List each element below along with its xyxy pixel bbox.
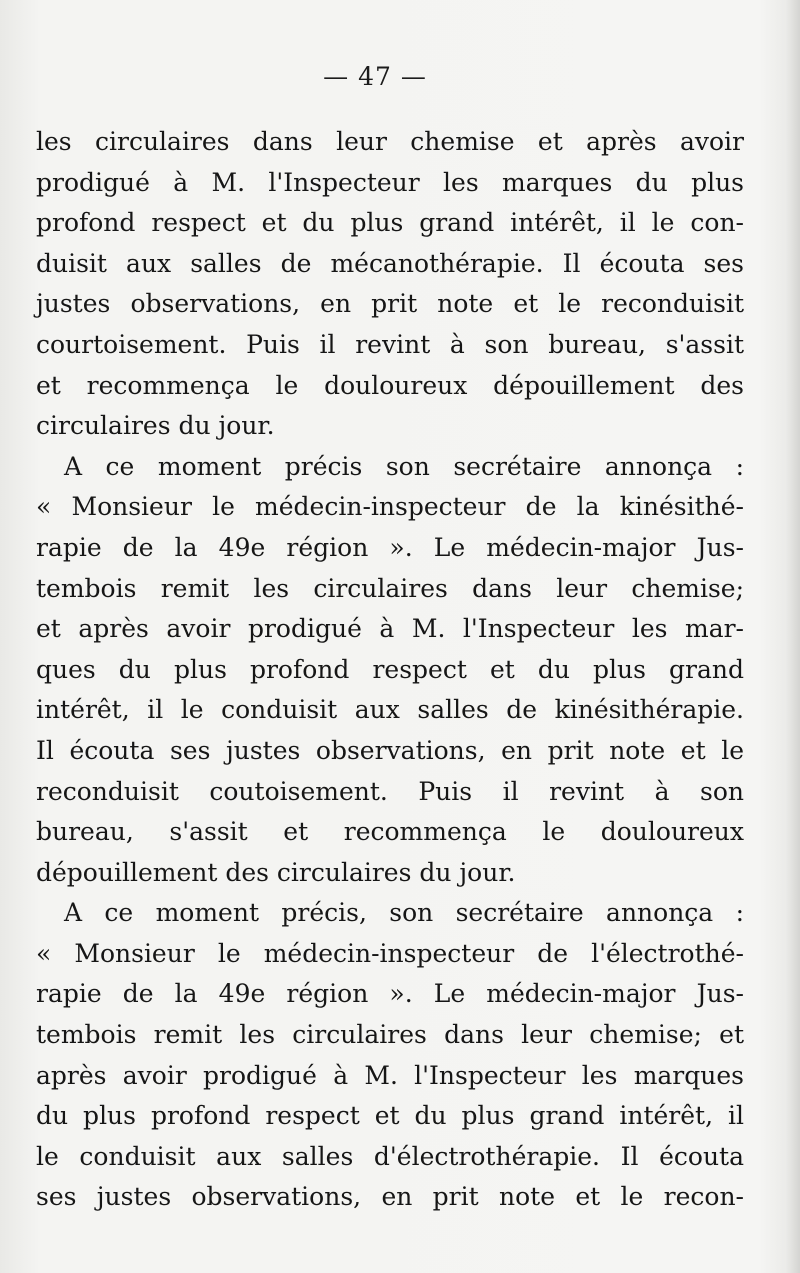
text-line: bureau, s'assit et recommença le douloureux [36, 817, 744, 847]
text-line: après avoir prodigué à M. l'Inspecteur les marques [36, 1060, 744, 1090]
text-line: dépouillement des circulaires du jour. [36, 857, 516, 887]
text-line: tembois remit les circulaires dans leur chemise; et [36, 1020, 744, 1050]
text-line: courtoisement. Puis il revint à son bureau, s'assit [36, 329, 744, 359]
text-line: profond respect et du plus grand intérêt, il le con- [36, 208, 744, 238]
text-line: le conduisit aux salles d'électrothérapie. Il écouta [36, 1141, 744, 1171]
text-line: intérêt, il le conduisit aux salles de kinésithérapie. [36, 695, 744, 725]
text-line: rapie de la 49e région ». Le médecin-major Jus- [36, 979, 744, 1009]
text-line: du plus profond respect et du plus grand intérêt, il [36, 1101, 744, 1131]
text-line: circulaires du jour. [36, 411, 275, 441]
text-line: les circulaires dans leur chemise et après avoir [36, 127, 744, 156]
text-line: justes observations, en prit note et le reconduisit [36, 289, 744, 319]
text-line: et recommença le douloureux dépouillement des [36, 370, 744, 400]
body-text [36, 122, 744, 1218]
page-number: — 47 — [323, 62, 427, 91]
text-line: A ce moment précis son secrétaire annonça : [64, 451, 744, 481]
text-line: Il écouta ses justes observations, en prit note et le [36, 735, 744, 765]
page-edge-shadow [786, 0, 800, 1273]
text-line: prodigué à M. l'Inspecteur les marques du plus [36, 167, 744, 197]
text-line: « Monsieur le médecin-inspecteur de la kinésithé- [36, 492, 744, 522]
text-line: rapie de la 49e région ». Le médecin-major Jus- [36, 532, 744, 562]
text-line: et après avoir prodigué à M. l'Inspecteur les mar- [36, 614, 744, 644]
text-line: duisit aux salles de mécanothérapie. Il écouta ses [36, 248, 744, 278]
text-line: tembois remit les circulaires dans leur chemise; [36, 573, 744, 603]
text-line: ques du plus profond respect et du plus grand [36, 654, 744, 684]
text-line: ses justes observations, en prit note et le recon- [36, 1182, 744, 1212]
text-line: « Monsieur le médecin-inspecteur de l'électrothé- [36, 938, 744, 968]
text-line: reconduisit coutoisement. Puis il revint à son [36, 776, 744, 806]
text-line: A ce moment précis, son secrétaire annonça : [64, 898, 744, 928]
